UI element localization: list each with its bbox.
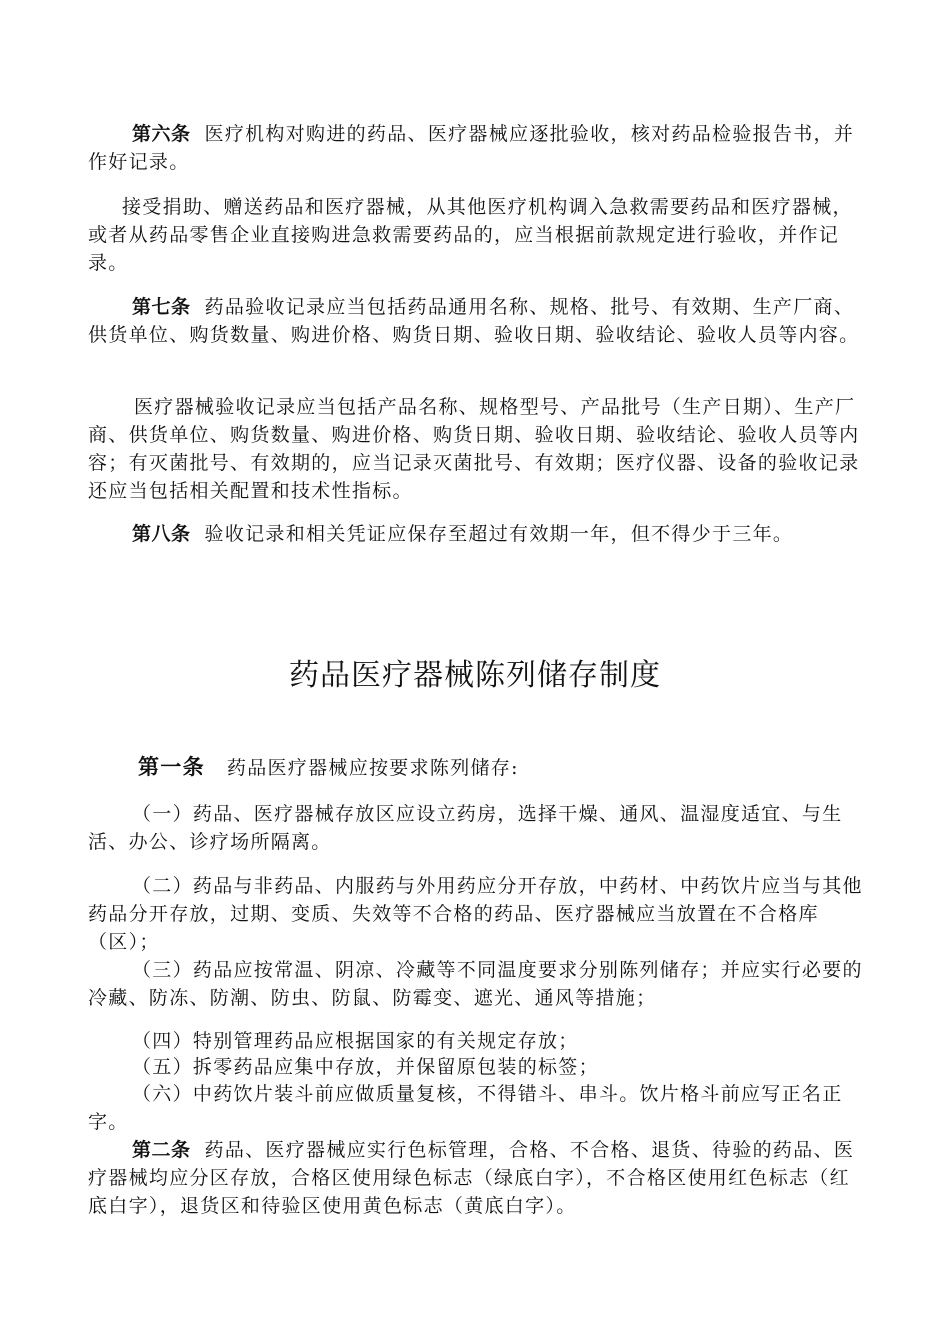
section-2-article-1 — [88, 753, 863, 782]
list-item-6: （六）中药饮片装斗前应做质量复核，不得错斗、串斗。饮片格斗前应写正名正字。 — [88, 1083, 843, 1133]
section-2-article-1-text: 药品医疗器械应按要求陈列储存: — [226, 757, 519, 779]
article-6-text: 医疗机构对购进的药品、医疗器械应逐批验收，核对药品检验报告书，并作好记录。 — [88, 123, 855, 173]
article-6-paragraph-2: 接受捐助、赠送药品和医疗器械，从其他医疗机构调入急救需要药品和医疗器械，或者从药品零售企业直接购进急救需要药品的，应当根据前款规定进行验收，并作记录。 — [88, 196, 853, 274]
article-7 — [88, 293, 863, 349]
article-7-paragraph-2: 医疗器械验收记录应当包括产品名称、规格型号、产品批号（生产日期）、生产厂商、供货单位、购货数量、购进价格、购货日期、验收日期、验收结论、验收人员等内容；有灭菌批号、有效期的，应当记录灭菌批号、有效期；医疗仪器、设备的验收记录还应当包括相关配置和技术性指标。 — [88, 396, 860, 502]
section-2-article-2-text: 药品、医疗器械应实行色标管理，合格、不合格、退货、待验的药品、医疗器械均应分区存放，合格区使用绿色标志（绿底白字），不合格区使用红色标志（红底白字），退货区和待验区使用黄色标志（黄底白字）。 — [88, 1139, 855, 1217]
article-7-text: 药品验收记录应当包括药品通用名称、规格、批号、有效期、生产厂商、供货单位、购货数量、购进价格、购货日期、验收日期、验收结论、验收人员等内容。 — [88, 296, 860, 346]
article-6 — [88, 120, 863, 176]
article-8 — [88, 520, 863, 548]
section-2-article-2-label: 第二条 — [132, 1139, 191, 1161]
section-2-article-1-label: 第一条 — [138, 755, 205, 779]
article-6-label: 第六条 — [132, 123, 191, 145]
list-item-5: （五）拆零药品应集中存放，并保留原包装的标签； — [132, 1056, 599, 1078]
list-item-3: （三）药品应按常温、阴凉、冷藏等不同温度要求分别陈列储存；并应实行必要的冷藏、防冻、防潮、防虫、防鼠、防霉变、遮光、通风等措施； — [88, 959, 863, 1009]
article-8-label: 第八条 — [132, 523, 191, 545]
section-2-article-2 — [88, 1136, 863, 1220]
list-item-2: （二）药品与非药品、内服药与外用药应分开存放，中药材、中药饮片应当与其他药品分开存放，过期、变质、失效等不合格的药品、医疗器械应当放置在不合格库（区）； — [88, 875, 863, 953]
article-8-text: 验收记录和相关凭证应保存至超过有效期一年，但不得少于三年。 — [204, 523, 794, 545]
list-item-1: （一）药品、医疗器械存放区应设立药房，选择干燥、通风、温湿度适宜、与生活、办公、诊疗场所隔离。 — [88, 803, 843, 853]
article-7-label: 第七条 — [132, 296, 191, 318]
page-title: 药品医疗器械陈列储存制度 — [289, 658, 661, 693]
list-item-4: （四）特别管理药品应根据国家的有关规定存放； — [132, 1030, 579, 1052]
